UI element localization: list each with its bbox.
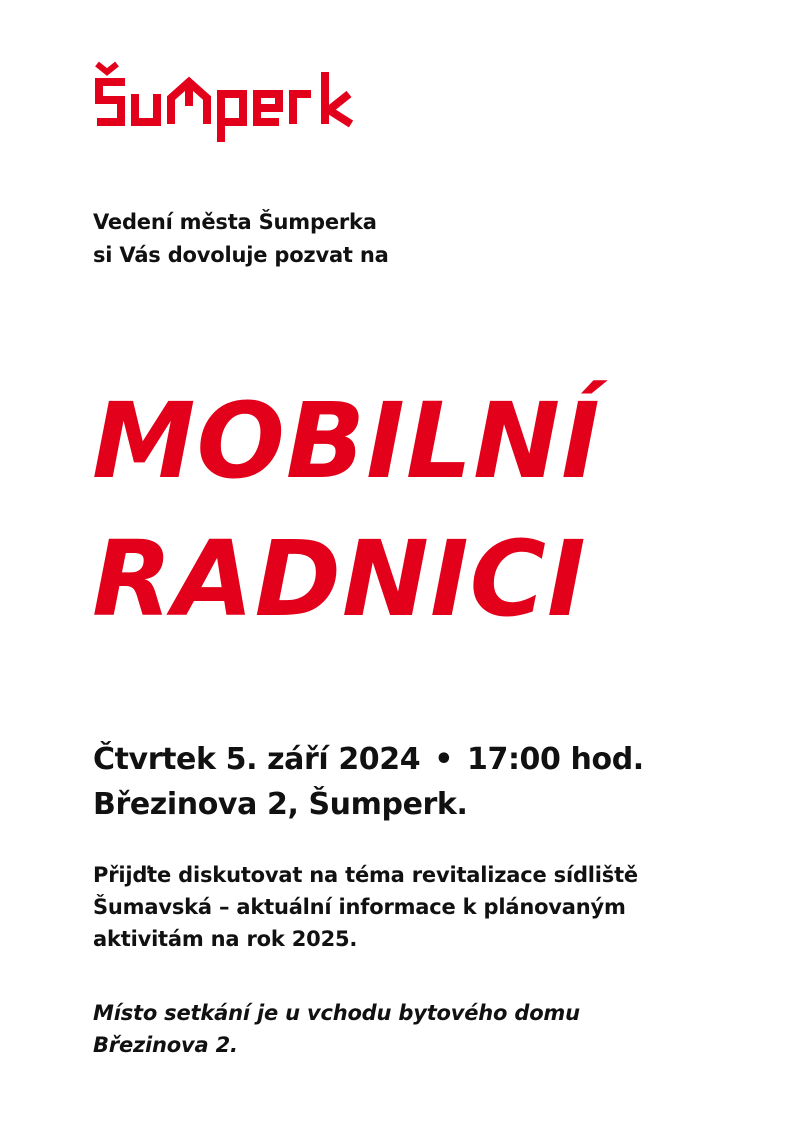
description-line-2: Šumavská – aktuální informace k plánovaným xyxy=(93,895,626,919)
description-line-3: aktivitám na rok 2025. xyxy=(93,927,358,951)
headline-line-2: RADNICI xyxy=(92,518,587,640)
sumperk-logo xyxy=(93,58,383,144)
intro-text xyxy=(93,206,389,272)
event-details xyxy=(93,737,644,827)
event-location: Březinova 2, Šumperk. xyxy=(93,787,468,822)
event-description xyxy=(93,859,638,955)
meeting-point-note xyxy=(93,997,580,1061)
intro-line-2: si Vás dovoluje pozvat na xyxy=(93,243,389,267)
event-datetime xyxy=(93,737,644,782)
note-line-1: Místo setkání je u vchodu bytového domu xyxy=(93,1001,580,1025)
intro-line-1: Vedení města Šumperka xyxy=(93,210,377,234)
event-date: Čtvrtek 5. září 2024 xyxy=(93,742,421,777)
bullet-separator: • xyxy=(434,742,454,777)
note-line-2: Březinova 2. xyxy=(93,1033,238,1057)
description-line-1: Přijďte diskutovat na téma revitalizace sídliště xyxy=(93,863,638,887)
event-time: 17:00 hod. xyxy=(467,742,644,777)
headline-line-1: MOBILNÍ xyxy=(92,380,601,502)
headline xyxy=(92,372,601,648)
